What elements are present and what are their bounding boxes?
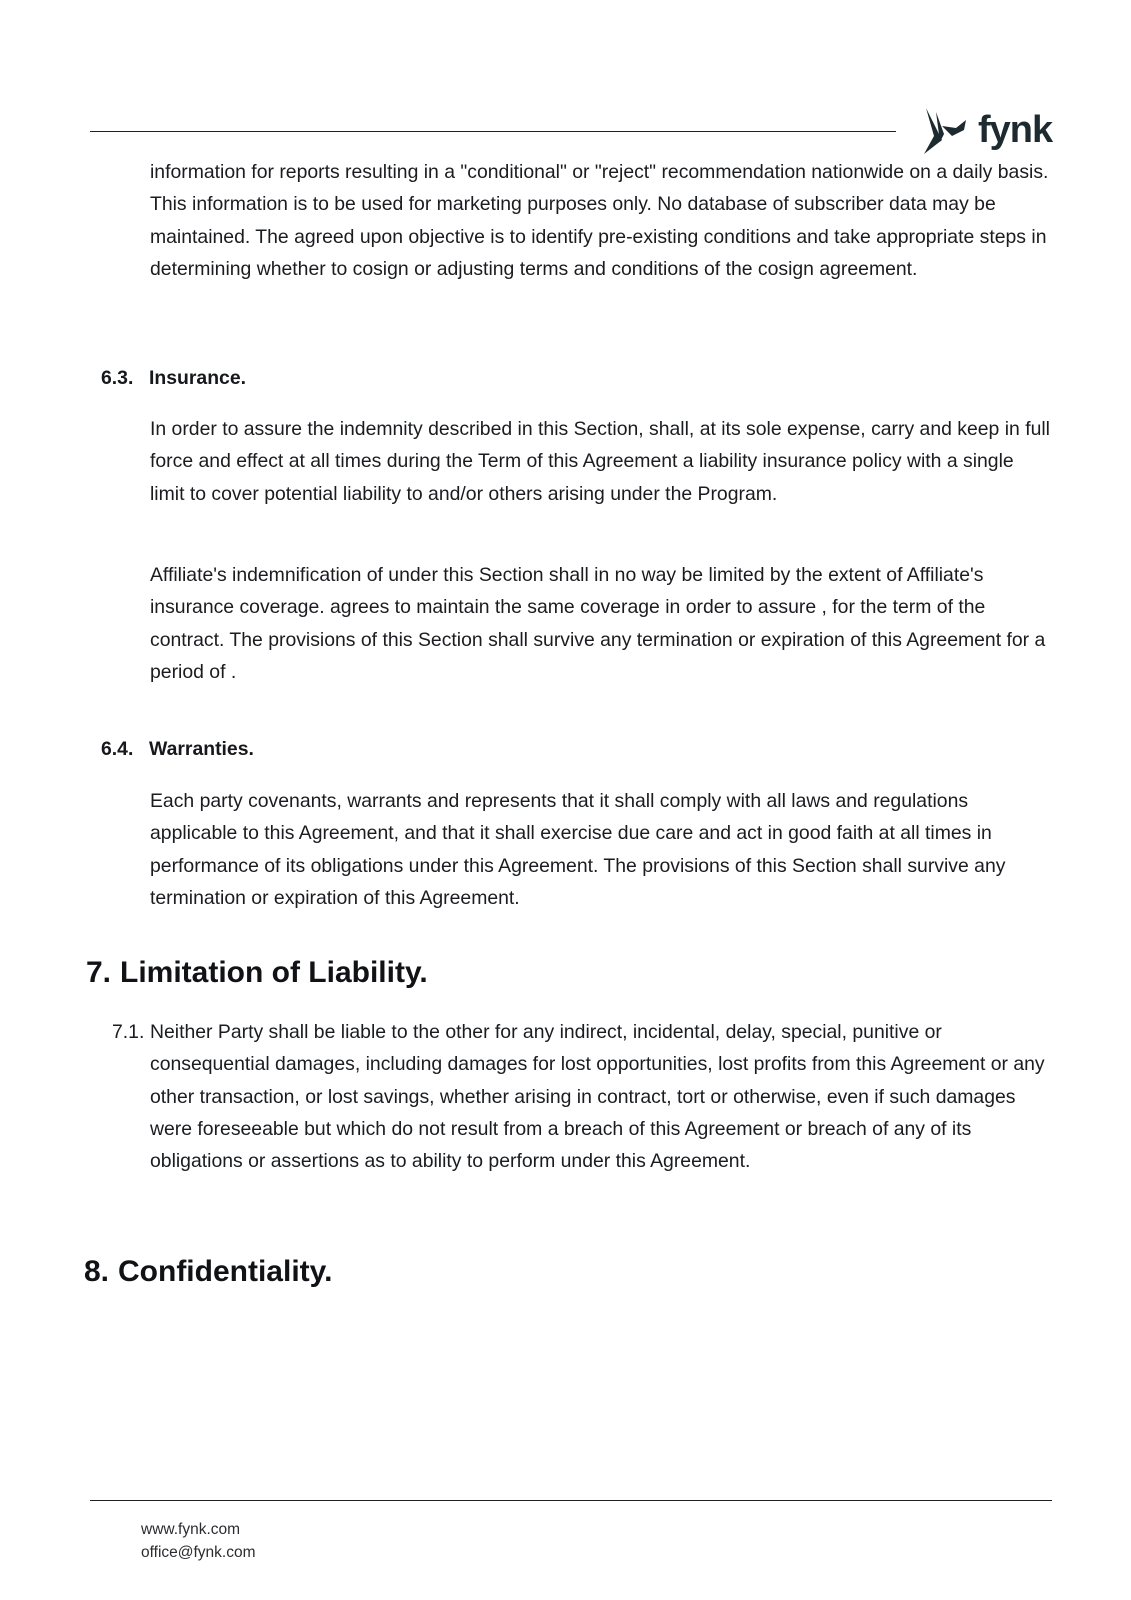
section-title: Confidentiality. (118, 1255, 333, 1288)
section-title: Warranties. (149, 738, 254, 760)
item-7-1-number: 7.1. (112, 1021, 145, 1043)
footer-email[interactable]: office@fynk.com (141, 1544, 256, 1561)
fynk-bird-icon (922, 106, 974, 158)
header-rule (90, 131, 896, 132)
footer-website[interactable]: www.fynk.com (141, 1521, 241, 1538)
section-6-4-paragraph: Each party covenants, warrants and represents that it shall comply with all laws and regulations applicable to this Agreement, and that it shall exercise due care and act in good faith at all times in performance of its obligations under this Agreement. The provisions of this Section shall survive any termination or expiration of this Agreement. (150, 790, 1006, 909)
footer-rule (90, 1500, 1052, 1501)
fynk-logo (922, 104, 1052, 162)
item-7-1-text: Neither Party shall be liable to the other for any indirect, incidental, delay, special, punitive or consequential damages, including damages for lost opportunities, lost profits from this Agreement or any other transaction, or lost savings, whether arising in contract, tort or otherwise, even if such damages were foreseeable but which do not result from a breach of this Agreement or breach of any of its obligations or assertions as to ability to perform under this Agreement. (150, 1021, 1045, 1173)
logo-text: fynk (978, 109, 1053, 151)
section-number: 6.4. (101, 738, 134, 760)
section-number: 8. (84, 1255, 110, 1288)
section-number: 6.3. (101, 367, 134, 389)
intro-paragraph: information for reports resulting in a "conditional" or "reject" recommendation nationwide on a daily basis. This information is to be used for marketing purposes only. No database of subscriber data may be maintained. The agreed upon objective is to identify pre-existing conditions and take appropriate steps in determining whether to cosign or adjusting terms and conditions of the cosign agreement. (150, 161, 1049, 280)
section-title: Insurance. (149, 367, 246, 389)
section-6-3-paragraph-1: In order to assure the indemnity described in this Section, shall, at its sole expense, carry and keep in full force and effect at all times during the Term of this Agreement a liability insurance policy with a single limit to cover potential liability to and/or others arising under the Program. (150, 418, 1050, 505)
section-number: 7. (86, 956, 112, 989)
section-title: Limitation of Liability. (120, 956, 428, 989)
section-6-3-paragraph-2: Affiliate's indemnification of under this Section shall in no way be limited by the extent of Affiliate's insurance coverage. agrees to maintain the same coverage in order to assure , for the term of the contract. The provisions of this Section shall survive any termination or expiration of this Agreement for a period of . (150, 564, 1046, 683)
